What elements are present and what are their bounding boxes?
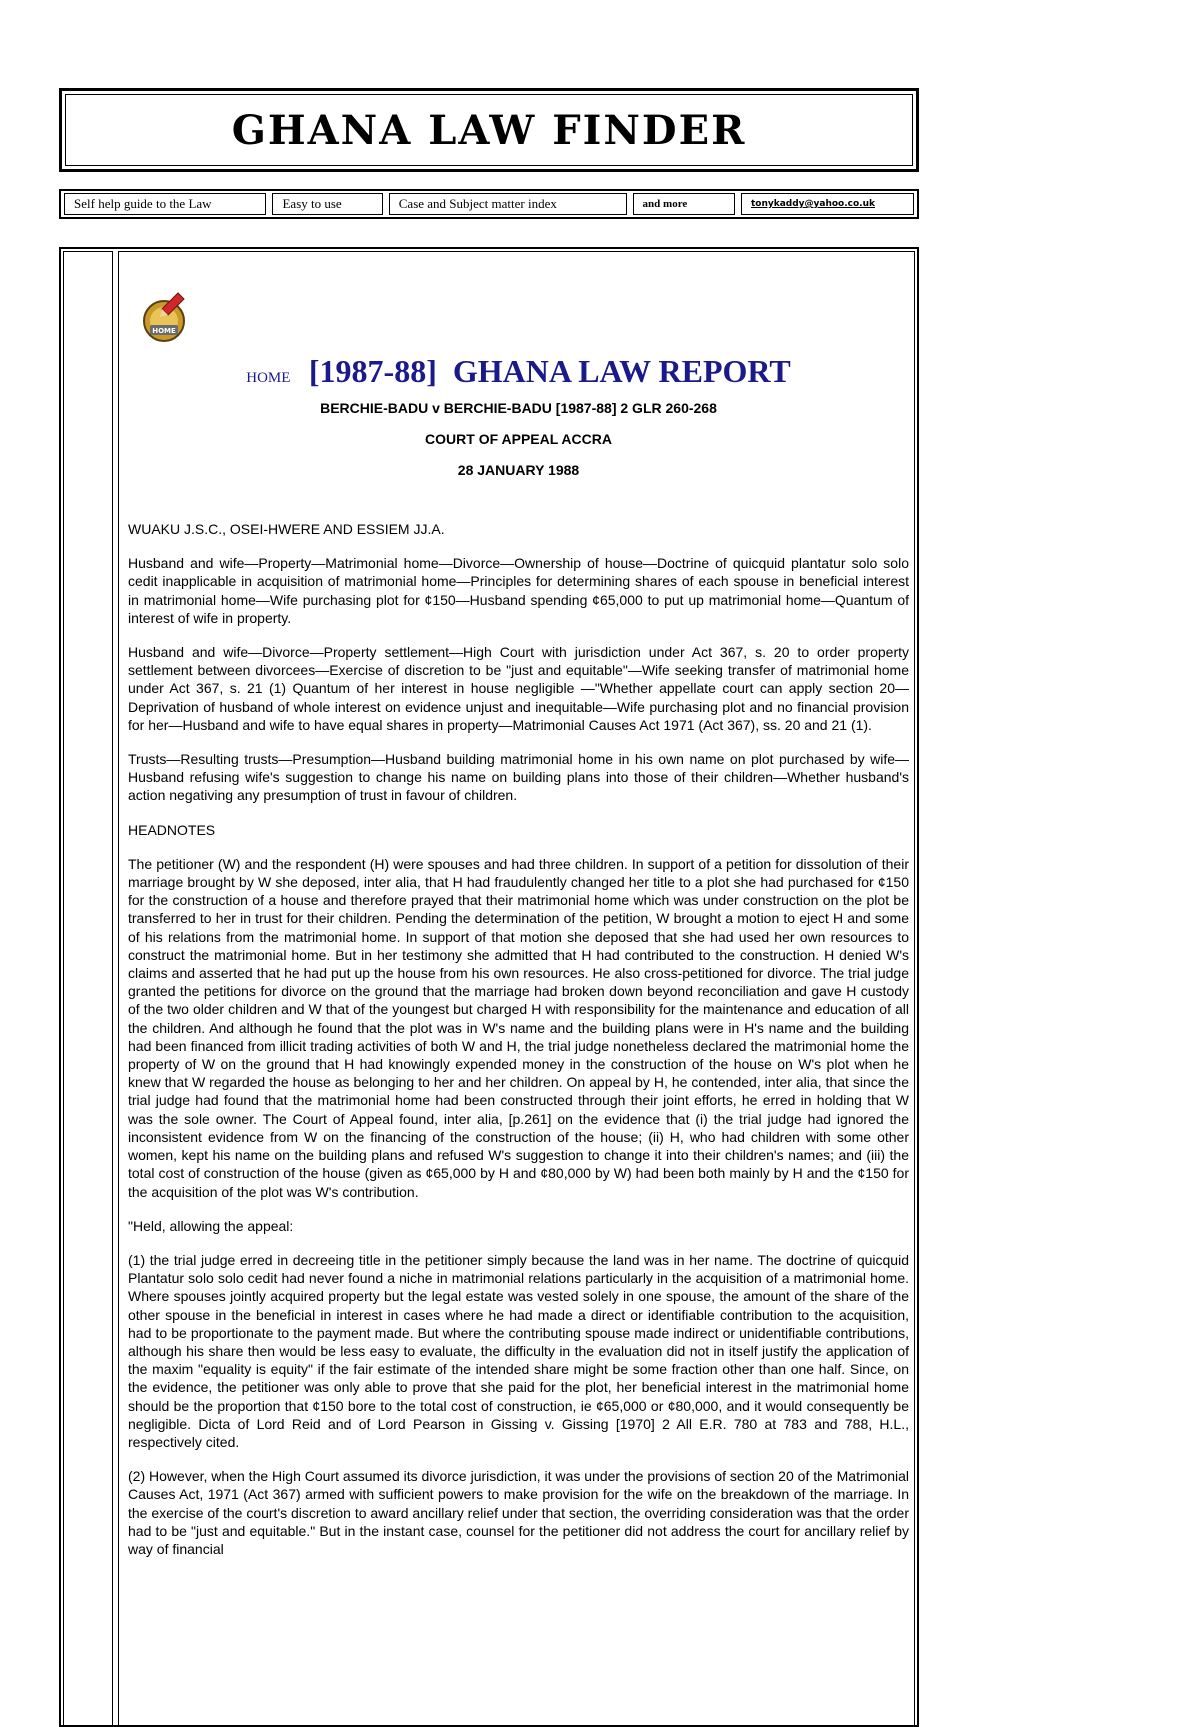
nav-and-more[interactable]: and more: [633, 193, 735, 215]
catchwords-divorce: Husband and wife—Divorce—Property settlement—High Court with jurisdiction under Act 367, s. 20 to order property settlement between divorcees—Exercise of discretion to be "just and equitable"—Wife seeking transfer of matrimonial home under Act 367, s. 21 (1) Quantum of her interest in house negligible —"Whether appellate court can apply section 20—Deprivation of husband of whole interest on evidence unjust and inequitable—Wife purchasing plot and no financial provision for her—Husband and wife to have equal shares in property—Matrimonial Causes Act 1971 (Act 367), ss. 20 and 21 (1).: [128, 644, 909, 733]
nav-case-index[interactable]: Case and Subject matter index: [389, 193, 627, 215]
report-title: [1987-88] GHANA LAW REPORT: [308, 353, 791, 389]
judgment-date: 28 JANUARY 1988: [457, 462, 580, 478]
nav-bar: [59, 189, 919, 219]
holding-1: (1) the trial judge erred in decreeing title in the petitioner simply because the land was in her name. The doctrine of quicquid Plantatur solo solo cedit had never found a niche in matrimonial relations particularly in the acquisition of a matrimonial home. Where spouses jointly acquired property but the legal estate was vested solely in one spouse, the amount of the share of the other spouse in the beneficial in interest in cases where he had made a direct or identifiable contribution to the acquisition, had to be proportionate to the payment made. But where the contributing spouse made indirect or unidentifiable contributions, although his share then would be less easy to evaluate, the difficulty in the evaluation did not in itself justify the application of the maxim "equality is equity" if the fair estimate of the intended share might be some fraction other than one half. Since, on the evidence, the petitioner was only able to prove that she paid for the plot, her beneficial interest in the matrimonial home should be the proportion that ¢150 bore to the total cost of construction, ie ¢65,000 or ¢80,000, and it would consequently be negligible. Dicta of Lord Reid and of Lord Pearson in Gissing v. Gissing [1970] 2 All E.R. 780 at 783 and 788, H.L., respectively cited.: [128, 1251, 909, 1450]
site-banner: [59, 88, 919, 172]
nav-easy-to-use[interactable]: Easy to use: [272, 193, 382, 215]
left-sidebar: [63, 251, 113, 1725]
main-column: [118, 251, 915, 1725]
content-frame: [59, 247, 919, 1727]
holding-2: (2) However, when the High Court assumed its divorce jurisdiction, it was under the provisions of section 20 of the Matrimonial Causes Act, 1971 (Act 367) armed with sufficient powers to make provision for the wife on the breakdown of the marriage. In the exercise of the court's discretion to award ancillary relief under that section, the overriding consideration was that the order had to be "just and equitable." But in the instant case, counsel for the petitioner did not address the court for ancillary relief by way of financial: [128, 1468, 909, 1557]
home-icon[interactable]: [140, 289, 188, 345]
headnote-facts: The petitioner (W) and the respondent (H) were spouses and had three children. In support of a petition for dissolution of their marriage brought by W she deposed, inter alia, that H had fraudulently changed her title to a plot she had purchased for ¢150 for the construction of a house and therefore prayed that their matrimonial home which was under construction on the plot be transferred to her in trust for their children. Pending the determination of the petition, W brought a motion to eject H and some of his relations from the matrimonial home. In support of that motion she deposed that she had used her own resources to construct the matrimonial home. But in her testimony she admitted that H had contributed to the construction. H denied W's claims and asserted that he had put up the house from his own resources. He also cross-petitioned for divorce. The trial judge granted the petitions for divorce on the ground that the marriage had broken down beyond reconciliation and gave H custody of the two older children and W that of the youngest but charged H with responsibility for the maintenance and education of all the children. And although he found that the plot was in W's name and the building plans were in H's name and the building had been financed from illicit trading activities of both W and H, the trial judge nonetheless declared the matrimonial home the property of W on the ground that H had knowingly expended money in the construction of the house on W's plot when he knew that W regarded the house as belonging to her and her children. On appeal by H, he contended, inter alia, that since the trial judge had found that the matrimonial home had been constructed through their joint efforts, he erred in holding that W was the sole owner. The Court of Appeal found, inter alia, [p.261] on the evidence that (i) the trial judge had ignored the inconsistent evidence from W on the financing of the construction of the house; (ii) H, who had children with some other women, kept his name on the building plans and refused W's suggestion to change it into their children's names; and (iii) the total cost of construction of the house (given as ¢65,000 by H and ¢80,000 by W) had been both mainly by H and the ¢150 for the acquisition of the plot was W's contribution.: [128, 855, 909, 1200]
nav-self-help[interactable]: Self help guide to the Law: [64, 193, 266, 215]
report-body: [128, 289, 909, 1558]
site-banner-inner: [65, 94, 913, 166]
home-icon-text: HOME: [152, 327, 176, 335]
nav-email-link[interactable]: tonykaddy@yahoo.co.uk: [741, 193, 914, 215]
report-title-row: [128, 353, 909, 390]
case-citation: BERCHIE-BADU v BERCHIE-BADU [1987-88] 2 GLR 260-268: [320, 400, 717, 416]
catchwords-property: Husband and wife—Property—Matrimonial home—Divorce—Ownership of house—Doctrine of quicquid plantatur solo solo cedit inapplicable in acquisition of matrimonial home—Principles for determining shares of each spouse in beneficial interest in matrimonial home—Wife purchasing plot for ¢150—Husband spending ¢65,000 to put up matrimonial home—Quantum of interest of wife in property.: [128, 555, 909, 626]
home-link[interactable]: HOME: [246, 370, 291, 386]
court-name: COURT OF APPEAL ACCRA: [425, 431, 612, 447]
site-title: GHANA LAW FINDER: [231, 106, 747, 154]
headnotes-heading: HEADNOTES: [128, 821, 216, 838]
held-intro: "Held, allowing the appeal:: [128, 1217, 294, 1234]
catchwords-trusts: Trusts—Resulting trusts—Presumption—Husband building matrimonial home in his own name on plot purchased by wife—Husband refusing wife's suggestion to change his name on building plans into those of their children—Whether husband's action negativing any presumption of trust in favour of children.: [128, 751, 909, 804]
judges-line: WUAKU J.S.C., OSEI-HWERE AND ESSIEM JJ.A.: [128, 521, 445, 537]
